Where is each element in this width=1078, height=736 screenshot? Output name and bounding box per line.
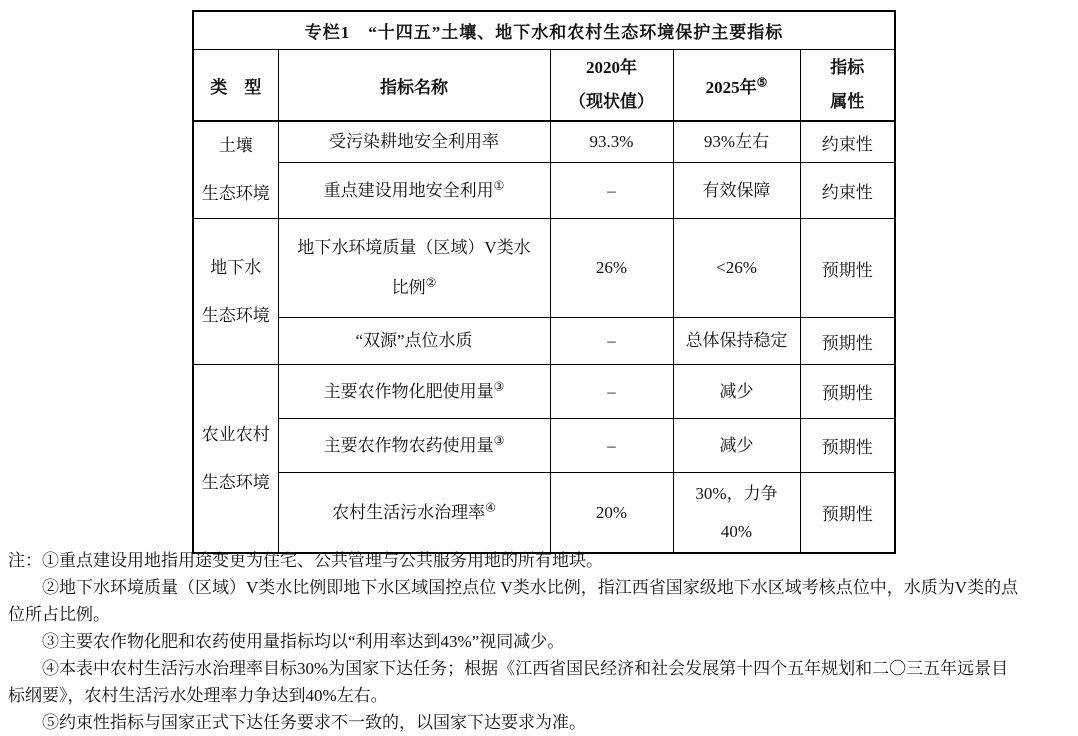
- note-4: ④本表中农村生活污水治理率目标30%为国家下达任务；根据《江西省国民经济和社会发展第十四个五年规划和二〇三五年远景目标纲要》，农村生活污水处理率力争达到40%左右。: [8, 659, 1009, 705]
- cell-indicator-name: [278, 219, 550, 318]
- cell-2020-value: –: [550, 365, 673, 419]
- table-title: 专栏1 “十四五”土壤、地下水和农村生态环境保护主要指标: [193, 11, 895, 50]
- cell-attribute: 预期性: [800, 419, 895, 473]
- indicator-name-text: 受污染耕地安全利用率: [329, 132, 499, 151]
- footnote-ref: ①: [493, 177, 505, 192]
- note-3: ③主要农作物化肥和农药使用量指标均以“利用率达到43%”视同减少。: [42, 632, 565, 651]
- cell-2020-value: 26%: [550, 219, 673, 318]
- indicators-table-wrap: [192, 10, 896, 554]
- group-label-line1: 土壤: [218, 136, 253, 155]
- col-header-2020-line2: （现状值）: [569, 92, 654, 111]
- cell-attribute: 预期性: [800, 365, 895, 419]
- group-label-line2: 生态环境: [201, 184, 270, 203]
- table-row-rural-2: [193, 419, 895, 473]
- col-header-attr-line2: 属性: [830, 92, 865, 111]
- cell-indicator-name: [278, 419, 550, 473]
- col-header-2020-line1: 2020年: [586, 58, 637, 77]
- table-row-groundwater-1: [193, 219, 895, 318]
- table-row-soil-2: [193, 163, 895, 219]
- cell-2025-target: [673, 219, 800, 318]
- footnote-ref: ③: [493, 378, 505, 393]
- footnote-ref2: ②: [425, 275, 437, 290]
- cell-2025-target: [673, 473, 800, 554]
- indicator-name-text: 主要农作物农药使用量: [323, 435, 494, 455]
- cell-attribute: 预期性: [800, 318, 895, 365]
- cell-indicator-name: [278, 318, 550, 365]
- target-line1: <26%: [716, 258, 757, 277]
- cell-2020-value: –: [550, 419, 673, 473]
- cell-attribute: 约束性: [800, 121, 895, 163]
- indicator-name-text: 农村生活污水治理率: [332, 502, 486, 522]
- row-group-soil: [193, 121, 278, 219]
- cell-2025-target: [673, 419, 800, 473]
- col-header-2025-text: 2025年: [705, 77, 757, 97]
- indicator-name-text: “双源”点位水质: [355, 331, 473, 350]
- cell-2020-value: –: [550, 163, 673, 219]
- col-header-indicator: 指标名称: [278, 50, 550, 122]
- target-line1: 30%，力争: [695, 483, 778, 503]
- group-label-line1: 地下水: [210, 257, 262, 277]
- target-line1: 有效保障: [702, 180, 771, 200]
- col-header-2025: [673, 50, 800, 122]
- cell-2020-value: 93.3%: [550, 121, 673, 163]
- cell-indicator-name: [278, 121, 550, 163]
- target-line2: 40%: [720, 521, 753, 541]
- indicator-name-text: 地下水环境质量（区域）V类水: [297, 238, 531, 257]
- row-group-groundwater: [193, 219, 278, 365]
- row-group-rural: [193, 365, 278, 554]
- indicator-name-text: 重点建设用地安全利用: [323, 180, 494, 200]
- cell-2020-value: –: [550, 318, 673, 365]
- cell-attribute: 预期性: [800, 473, 895, 554]
- cell-attribute: 预期性: [800, 219, 895, 318]
- note-5: ⑤约束性指标与国家正式下达任务要求不一致的，以国家下达要求为准。: [42, 713, 586, 732]
- cell-2020-value: 20%: [550, 473, 673, 554]
- col-header-type: 类 型: [193, 50, 278, 122]
- footnote-ref: ③: [493, 432, 505, 447]
- cell-indicator-name: [278, 365, 550, 419]
- table-row-rural-1: [193, 365, 895, 419]
- cell-indicator-name: [278, 163, 550, 219]
- cell-indicator-name: [278, 473, 550, 554]
- indicator-name-text2: 比例: [391, 278, 426, 297]
- cell-2025-target: [673, 365, 800, 419]
- group-label-line2: 生态环境: [201, 305, 270, 325]
- group-label-line2: 生态环境: [201, 472, 270, 492]
- note-2: ②地下水环境质量（区域）V类水比例即地下水区域国控点位 V类水比例，指江西省国家级地下水区域考核点位中，水质为V类的点位所占比例。: [8, 578, 1019, 624]
- indicators-table: [192, 10, 896, 554]
- cell-2025-target: [673, 163, 800, 219]
- title-row: [193, 11, 895, 50]
- cell-2025-target: [673, 318, 800, 365]
- cell-2025-target: [673, 121, 800, 163]
- target-line1: 减少: [719, 435, 754, 455]
- col-header-2020: [550, 50, 673, 122]
- target-line1: 总体保持稳定: [685, 331, 788, 350]
- group-label-line1: 农业农村: [201, 424, 270, 444]
- col-header-attr: [800, 50, 895, 122]
- cell-attribute: 约束性: [800, 163, 895, 219]
- table-row-soil-1: [193, 121, 895, 163]
- target-line1: 93%左右: [703, 132, 770, 151]
- table-row-groundwater-2: [193, 318, 895, 365]
- footnote-ref: ④: [485, 499, 496, 514]
- table-row-rural-3: [193, 473, 895, 554]
- col-header-2025-footnote-ref: ⑤: [756, 74, 768, 89]
- header-row: [193, 50, 895, 122]
- footnotes: [8, 547, 1024, 736]
- col-header-attr-line1: 指标: [830, 58, 865, 77]
- target-line1: 减少: [719, 381, 754, 401]
- indicator-name-text: 主要农作物化肥使用量: [323, 381, 494, 401]
- note-1: 注：①重点建设用地指用途变更为住宅、公共管理与公共服务用地的所有地块。: [8, 551, 603, 570]
